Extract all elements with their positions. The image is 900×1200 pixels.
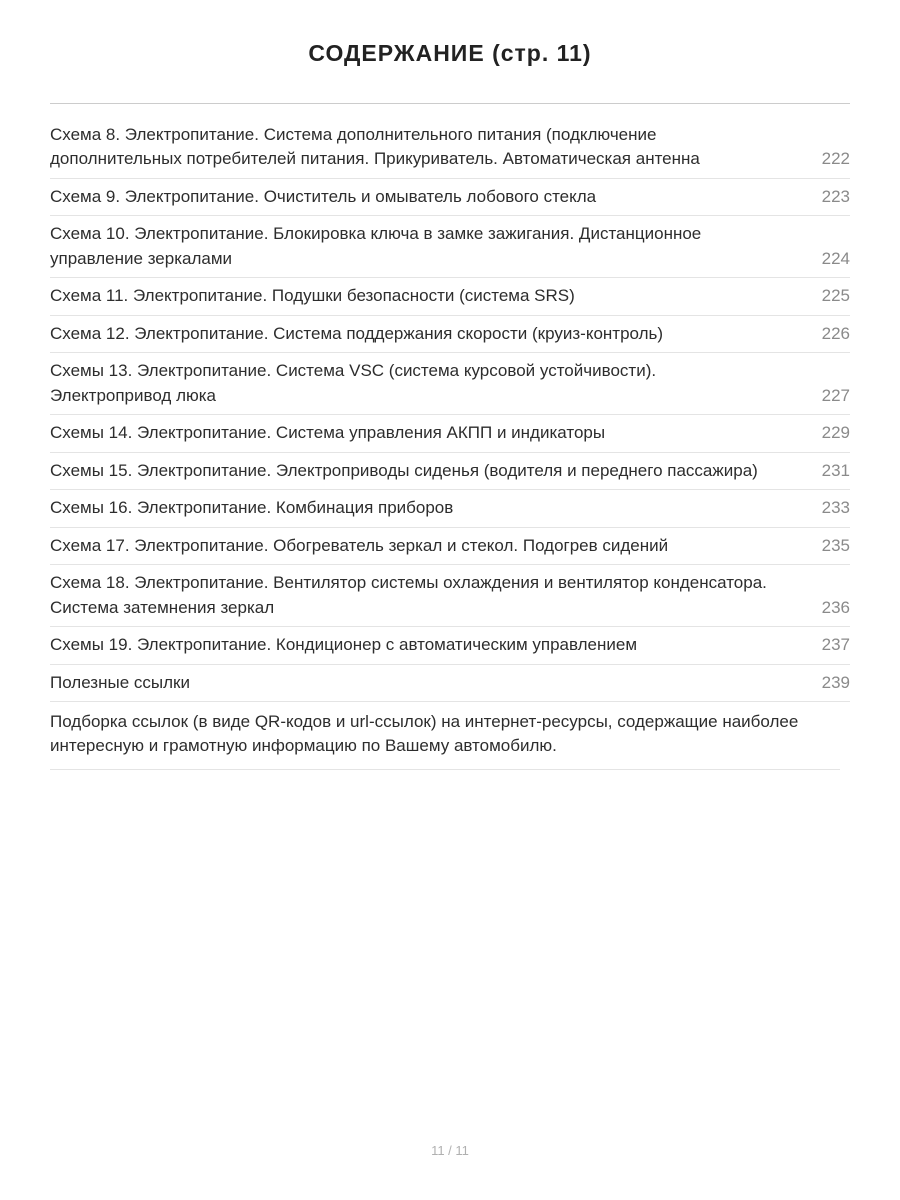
toc-entry: [50, 179, 850, 216]
toc-entry-page: 231: [821, 460, 850, 480]
toc-entry-page: 235: [821, 535, 850, 555]
toc-entry-title: Схемы 16. Электропитание. Комбинация приборов: [50, 498, 454, 518]
toc-entry: [50, 627, 850, 664]
toc-entry-title: Схема 17. Электропитание. Обогреватель зеркал и стекол. Подогрев сидений: [50, 535, 669, 555]
toc-entry: [50, 415, 850, 452]
toc-entry: [50, 490, 850, 527]
toc-entry-title: Схемы 14. Электропитание. Система управления АКПП и индикаторы: [50, 423, 606, 443]
title-divider: [50, 103, 850, 104]
toc-entry-page: 229: [821, 423, 850, 443]
toc-entry: [50, 216, 850, 278]
toc-entry: [50, 565, 850, 627]
toc-entry: [50, 117, 850, 179]
page-indicator: 11 / 11: [431, 1143, 469, 1158]
toc-entry-page: 222: [821, 149, 850, 169]
toc-entry-title: Полезные ссылки: [50, 672, 190, 692]
toc-entry-page: 227: [821, 385, 850, 405]
toc-note: Подборка ссылок (в виде QR-кодов и url-ссылок) на интернет-ресурсы, содержащие наиболее интересную и грамотную информацию по Вашему автомобилю.: [50, 702, 840, 770]
toc-entry-title: Схемы 13. Электропитание. Система VSC (система курсовой устойчивости). Электропривод люка: [50, 361, 657, 405]
toc-entry-title: Схема 10. Электропитание. Блокировка ключа в замке зажигания. Дистанционное управление зеркалами: [50, 224, 702, 268]
toc-entry-page: 225: [821, 286, 850, 306]
toc-entry-title: Схемы 15. Электропитание. Электроприводы сиденья (водителя и переднего пассажира): [50, 460, 758, 480]
toc-entry: [50, 453, 850, 490]
toc-entry: [50, 528, 850, 565]
toc-entry-page: 233: [821, 498, 850, 518]
toc-entry-page: 226: [821, 323, 850, 343]
toc-entry-title: Схема 11. Электропитание. Подушки безопасности (система SRS): [50, 286, 575, 306]
toc-entry-title: Схема 8. Электропитание. Система дополнительного питания (подключение дополнительных потребителей питания. Прикуриватель. Автоматическая антенна: [50, 125, 700, 169]
toc-entry-title: Схема 12. Электропитание. Система поддержания скорости (круиз-контроль): [50, 323, 664, 343]
toc-entry-title: Схемы 19. Электропитание. Кондиционер с автоматическим управлением: [50, 635, 638, 655]
toc-entry-title: Схема 18. Электропитание. Вентилятор системы охлаждения и вентилятор конденсатора. Система затемнения зеркал: [50, 573, 767, 617]
toc-entry-title: Схема 9. Электропитание. Очиститель и омыватель лобового стекла: [50, 186, 597, 206]
toc-entry: [50, 316, 850, 353]
toc-entry-page: 224: [821, 248, 850, 268]
toc-entry-page: 223: [821, 186, 850, 206]
toc-entry: [50, 278, 850, 315]
page-title: СОДЕРЖАНИЕ (стр. 11): [308, 40, 592, 66]
toc-entry-page: 239: [821, 672, 850, 692]
toc-entry-page: 236: [821, 597, 850, 617]
table-of-contents: [50, 117, 850, 770]
toc-entry-page: 237: [821, 635, 850, 655]
toc-entry: [50, 665, 850, 702]
toc-entry: [50, 353, 850, 415]
